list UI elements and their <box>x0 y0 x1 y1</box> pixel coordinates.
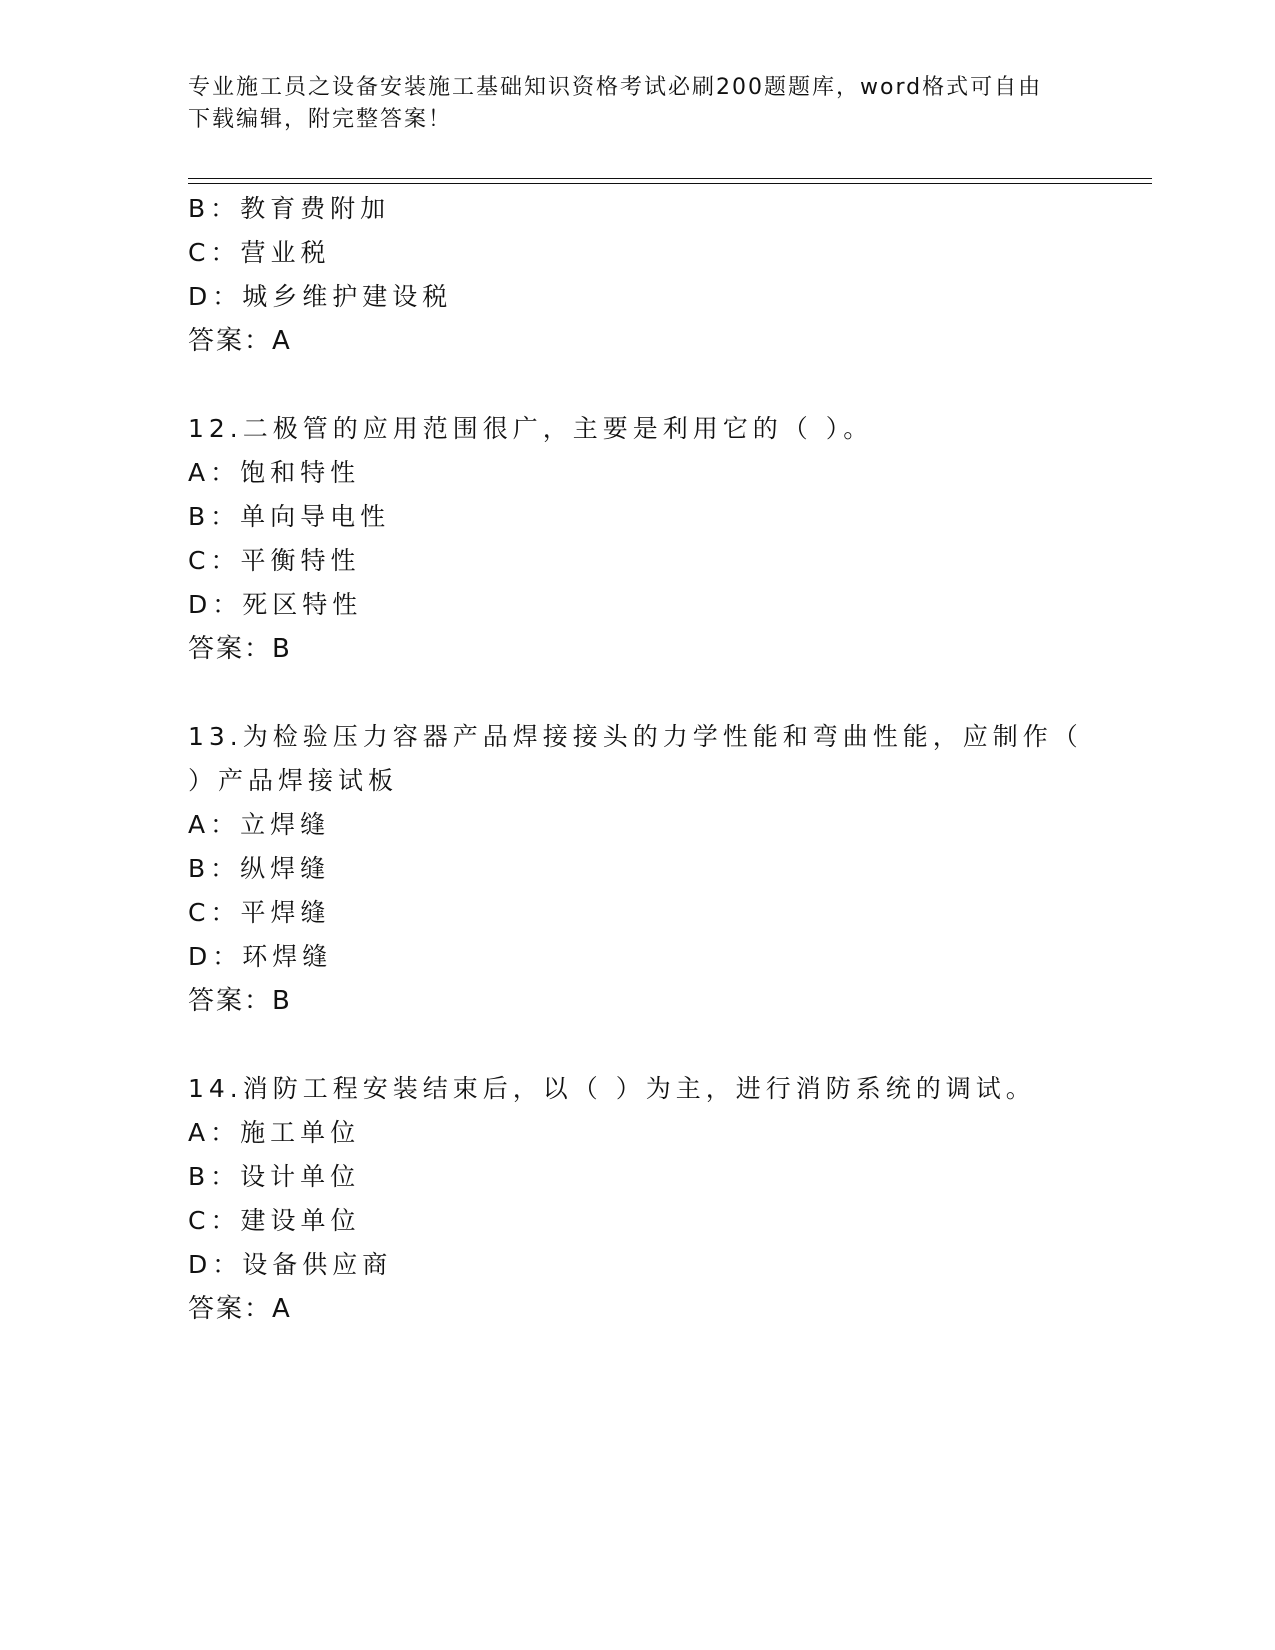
question-stem: 13.为检验压力容器产品焊接接头的力学性能和弯曲性能，应制作（ <box>188 722 1083 751</box>
answer: 答案：A <box>188 326 292 356</box>
option-b: B：纵焊缝 <box>188 854 331 883</box>
option-d: D：设备供应商 <box>188 1250 393 1279</box>
option-c: C：平焊缝 <box>188 898 331 927</box>
header-line-1: 专业施工员之设备安装施工基础知识资格考试必刷200题题库，word格式可自由 <box>188 75 1043 100</box>
answer: 答案：A <box>188 1294 292 1324</box>
option-d: D：城乡维护建设税 <box>188 282 453 311</box>
question-stem: 14.消防工程安装结束后，以（ ）为主，进行消防系统的调试。 <box>188 1074 1036 1103</box>
option-b: B：设计单位 <box>188 1162 361 1191</box>
option-a: A：立焊缝 <box>188 810 331 839</box>
header-divider-bottom <box>188 183 1152 184</box>
header-line-2: 下载编辑，附完整答案！ <box>188 107 453 132</box>
option-c: C：营业税 <box>188 238 331 267</box>
option-d: D：环焊缝 <box>188 942 333 971</box>
document-header <box>188 72 1088 136</box>
header-divider-top <box>188 178 1152 179</box>
answer: 答案：B <box>188 634 292 664</box>
option-c: C：平衡特性 <box>188 546 361 575</box>
option-a: A：饱和特性 <box>188 458 361 487</box>
question-stem-continued: ）产品焊接试板 <box>188 766 399 795</box>
option-d: D：死区特性 <box>188 590 363 619</box>
option-c: C：建设单位 <box>188 1206 361 1235</box>
option-b: B：单向导电性 <box>188 502 391 531</box>
option-a: A：施工单位 <box>188 1118 361 1147</box>
question-stem: 12.二极管的应用范围很广，主要是利用它的（ ）。 <box>188 414 874 443</box>
answer: 答案：B <box>188 986 292 1016</box>
option-b: B：教育费附加 <box>188 194 391 223</box>
